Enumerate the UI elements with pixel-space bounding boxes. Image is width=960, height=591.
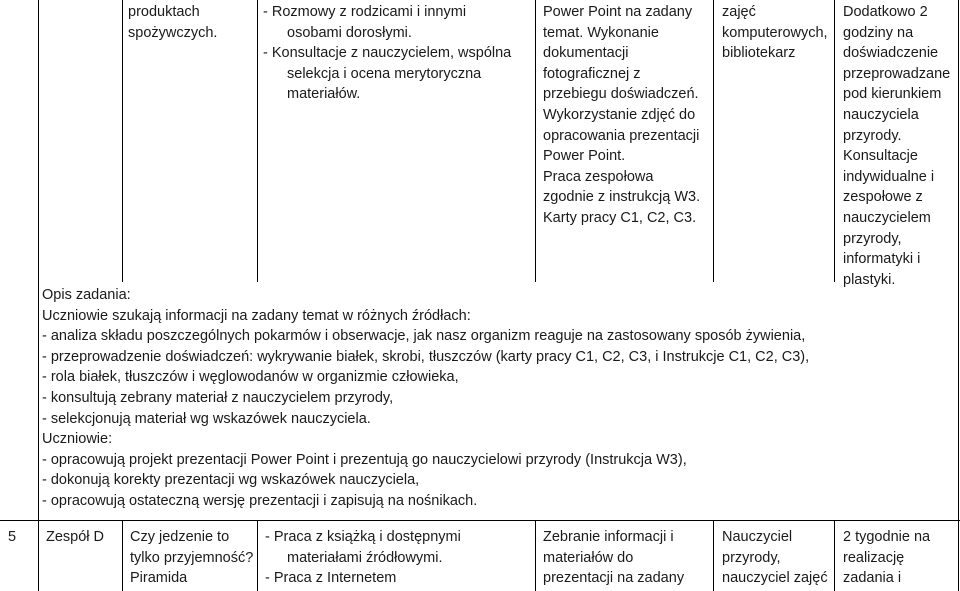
text-line: - Konsultacje z nauczycielem, wspólna [263, 45, 512, 62]
b-col-line-6 [834, 520, 835, 591]
col-line-5 [713, 0, 714, 282]
text-line: Wykorzystanie zdjęć do [543, 106, 696, 123]
text-line: Dodatkowo 2 [843, 4, 928, 20]
top-cell-people [722, 2, 828, 64]
bottom-cell-time [843, 527, 930, 589]
text-line: fotograficznej z [543, 65, 641, 82]
text-line: przyrody. [843, 127, 902, 144]
text-line: materiałami źródłowymi. [287, 549, 443, 566]
col-line-3 [257, 0, 258, 282]
text-line: Nauczyciel [722, 529, 793, 545]
text-line: Czy jedzenie to [130, 529, 230, 545]
text-line: zgodnie z instrukcją W3. [543, 189, 701, 206]
text-line: Karty pracy C1, C2, C3. [543, 209, 697, 226]
text-line: - przeprowadzenie doświadczeń: wykrywanie białek, skrobi, tłuszczów (karty pracy C1, C2, C3, i Instrukcje C1, C2, C3), [42, 348, 810, 365]
text-line: Zespół D [46, 529, 105, 545]
text-line: indywidualne i [843, 168, 935, 185]
text-line: Power Point. [543, 148, 626, 165]
text-line: - konsultują zebrany materiał z nauczycielem przyrody, [42, 389, 394, 406]
text-line: informatyki i [843, 251, 921, 268]
text-line: nauczyciel zajęć [722, 570, 828, 587]
top-cell-time [843, 2, 950, 290]
text-line: - analiza składu poszczególnych pokarmów i obserwacje, jak nasz organizm reaguje na zastosowany sposób żywienia, [42, 328, 806, 345]
b-col-line-5 [713, 520, 714, 591]
text-line: Piramida [130, 570, 188, 587]
text-line: osobami dorosłymi. [287, 24, 412, 41]
row-separator [0, 520, 960, 521]
text-line: 2 tygodnie na [843, 529, 931, 545]
text-line: spożywczych. [128, 24, 218, 41]
text-line: przeprowadzane [843, 65, 951, 82]
text-line: prezentacji na zadany [543, 570, 685, 587]
text-line: pod kierunkiem [843, 86, 942, 103]
text-line: - selekcjonują materiał wg wskazówek nauczyciela. [42, 410, 371, 427]
text-line: bibliotekarz [722, 45, 796, 62]
bottom-cell-team [46, 527, 104, 548]
col-line-2 [122, 0, 123, 282]
text-line: nauczycielem [843, 209, 931, 226]
text-line: przebiegu doświadczeń. [543, 86, 699, 103]
bottom-cell-people [722, 527, 828, 589]
text-line: opracowania prezentacji [543, 127, 700, 144]
text-line: - Praca z Internetem [265, 570, 397, 587]
text-line: zadania i [843, 570, 902, 587]
text-line: przyrody, [843, 230, 902, 247]
text-line: zespołowe z [843, 189, 923, 206]
border-left [38, 0, 39, 591]
text-line: tylko przyjemność? [130, 549, 254, 566]
top-cell-methods [263, 2, 511, 105]
text-line: selekcja i ocena merytoryczna [287, 65, 482, 82]
bottom-cell-methods [265, 527, 461, 589]
text-line: dokumentacji [543, 45, 629, 62]
text-line: doświadczenie [843, 45, 939, 62]
bottom-cell-effects [543, 527, 684, 589]
b-col-line-4 [535, 520, 536, 591]
top-cell-effects [543, 2, 700, 229]
text-line: Zebranie informacji i [543, 529, 674, 545]
bottom-cell-number [8, 527, 16, 548]
text-line: plastyki. [843, 271, 896, 288]
task-heading: Opis zadania: [42, 287, 131, 303]
text-line: przyrody, [722, 549, 781, 566]
text-line: - Praca z książką i dostępnymi [265, 529, 461, 545]
text-line: realizację [843, 549, 905, 566]
bottom-cell-topic [130, 527, 253, 589]
text-line: godziny na [843, 24, 914, 41]
text-line: - opracowują ostateczną wersję prezentacji i zapisują na nośnikach. [42, 492, 478, 509]
text-line: temat. Wykonanie [543, 24, 659, 41]
top-cell-products [128, 2, 217, 43]
text-line: nauczyciela [843, 106, 919, 123]
text-line: Konsultacje [843, 148, 918, 165]
col-line-6 [834, 0, 835, 282]
text-line: - rola białek, tłuszczów i węglowodanów w organizmie człowieka, [42, 369, 459, 386]
task-description [42, 285, 809, 512]
text-line: - opracowują projekt prezentacji Power Point i prezentują go nauczycielowi przyrody (Instrukcja W3), [42, 451, 687, 468]
text-line: zajęć [722, 4, 756, 20]
text-line: materiałów do [543, 549, 634, 566]
text-line: - Rozmowy z rodzicami i innymi [263, 4, 467, 20]
text-line: Uczniowie szukają informacji na zadany temat w różnych źródłach: [42, 307, 471, 324]
text-line: 5 [8, 529, 17, 545]
text-line: Praca zespołowa [543, 168, 654, 185]
text-line: materiałów. [287, 86, 361, 103]
border-right [958, 0, 959, 591]
text-line: Power Point na zadany [543, 4, 693, 20]
text-line: komputerowych, [722, 24, 828, 41]
b-col-line-3 [257, 520, 258, 591]
b-col-line-2 [122, 520, 123, 591]
text-line: Uczniowie: [42, 431, 113, 448]
col-line-4 [535, 0, 536, 282]
text-line: produktach [128, 4, 200, 20]
text-line: - dokonują korekty prezentacji wg wskazówek nauczyciela, [42, 472, 420, 489]
